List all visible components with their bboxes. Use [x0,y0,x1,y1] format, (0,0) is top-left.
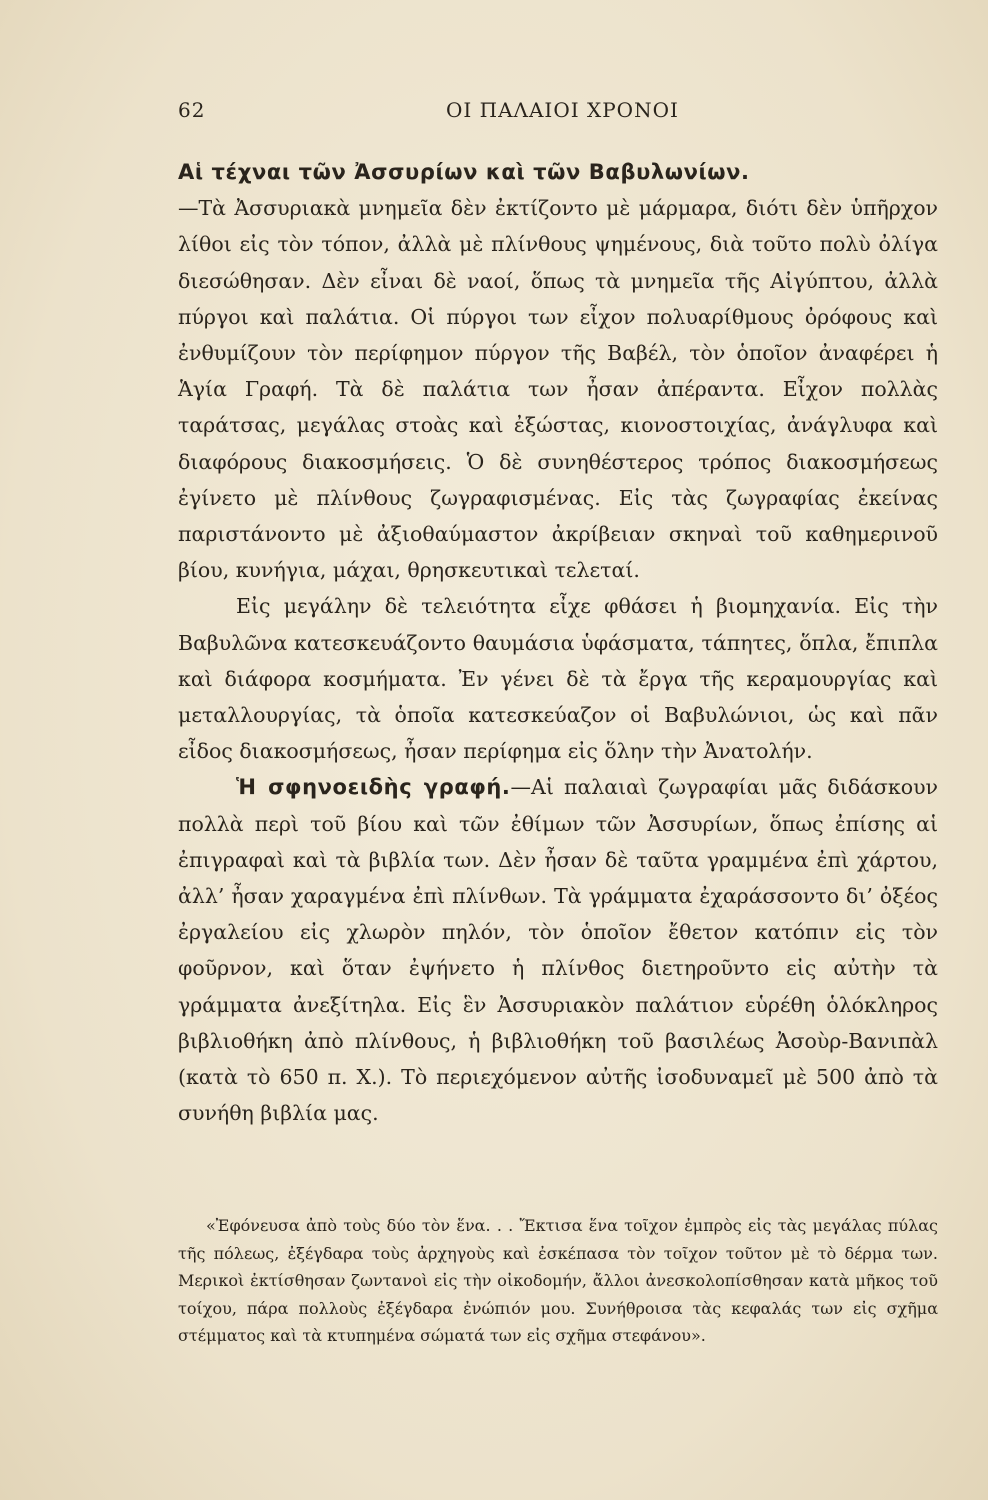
section-title-cuneiform: Ἡ σφηνοειδὴς γραφή. [236,775,511,800]
footnote [178,1212,938,1350]
industry-paragraph: Εἰς μεγάλην δὲ τελειότητα εἶχε φθάσει ἡ βιομηχανία. Εἰς τὴν Βαβυλῶνα κατεσκευάζοντο θαυμάσια ὑφάσματα, τάπητες, ὅπλα, ἔπιπλα καὶ διάφορα κοσμήματα. Ἐν γένει δὲ τὰ ἔργα τῆς κεραμουργίας καὶ μεταλλουργίας, τὰ ὁποῖα κατεσκεύαζον οἱ Βαβυλώνιοι, ὡς καὶ πᾶν εἶδος διακοσμήσεως, ἦσαν περίφημα εἰς ὅλην τὴν Ἀνατολήν. [178,594,938,764]
main-text [178,154,938,1131]
section-cuneiform-paragraph [178,769,938,1131]
cuneiform-paragraph-text: —Αἱ παλαιαὶ ζωγραφίαι μᾶς διδάσκουν πολλὰ περὶ τοῦ βίου καὶ τῶν ἐθίμων τῶν Ἀσσυρίων, ὅπως ἐπίσης αἱ ἐπιγραφαὶ καὶ τὰ βιβλία των. Δὲν ἦσαν δὲ ταῦτα γραμμένα ἐπὶ χάρτου, ἀλλ’ ἦσαν χαραγμένα ἐπὶ πλίνθων. Τὰ γράμματα ἐχαράσσοντο δι’ ὀξέος ἐργαλείου εἰς χλωρὸν πηλόν, τὸν ὁποῖον ἔθετον κατόπιν εἰς τὸν φοῦρνον, καὶ ὅταν ἐψήνετο ἡ πλίνθος διετηροῦντο εἰς αὐτὴν τὰ γράμματα ἀνεξίτηλα. Εἰς ἓν Ἀσσυριακὸν παλάτιον εὑρέθη ὁλόκληρος βιβλιοθήκη ἀπὸ πλίνθους, ἡ βιβλιοθήκη τοῦ βασιλέως Ἀσοὺρ-Βανιπὰλ (κατὰ τὸ 650 π. Χ.). Τὸ περιεχόμενον αὐτῆς ἰσοδυναμεῖ μὲ 500 ἀπὸ τὰ συνήθη βιβλία μας. [178,775,938,1126]
section-title-arts: Αἱ τέχναι τῶν Ἀσσυρίων καὶ τῶν Βαβυλωνίων. [178,160,750,184]
footnote-text: «Ἐφόνευσα ἀπὸ τοὺς δύο τὸν ἕνα. . . Ἔκτισα ἕνα τοῖχον ἐμπρὸς εἰς τὰς μεγάλας πύλας τῆς πόλεως, ἐξέγδαρα τοὺς ἀρχηγοὺς καὶ ἐσκέπασα τὸν τοῖχον τοῦτον μὲ τὸ δέρμα των. Μερικοὶ ἐκτίσθησαν ζωντανοὶ εἰς τὴν οἰκοδομήν, ἄλλοι ἀνεσκολοπίσθησαν κατὰ μῆκος τοῦ τοίχου, πάρα πολλοὺς ἐξέγδαρα ἐνώπιόν μου. Συνήθροισα τὰς κεφαλάς των εἰς σχῆμα στέμματος καὶ τὰ κτυπημένα σώματά των εἰς σχῆμα στεφάνου». [178,1216,938,1346]
section-arts-paragraph [178,154,938,588]
page-header [178,98,938,128]
arts-paragraph-text: —Τὰ Ἀσσυριακὰ μνημεῖα δὲν ἐκτίζοντο μὲ μάρμαρα, διότι δὲν ὑπῆρχον λίθοι εἰς τὸν τόπον, ἀλλὰ μὲ πλίνθους ψημένους, διὰ τοῦτο πολὺ ὀλίγα διεσώθησαν. Δὲν εἶναι δὲ ναοί, ὅπως τὰ μνημεῖα τῆς Αἰγύπτου, ἀλλὰ πύργοι καὶ παλάτια. Οἱ πύργοι των εἶχον πολυαρίθμους ὀρόφους καὶ ἐνθυμίζουν τὸν περίφημον πύργον τῆς Βαβέλ, τὸν ὁποῖον ἀναφέρει ἡ Ἁγία Γραφή. Τὰ δὲ παλάτια των ἦσαν ἀπέραντα. Εἶχον πολλὰς ταράτσας, μεγάλας στοὰς καὶ ἐξώστας, κιονοστοιχίας, ἀνάγλυφα καὶ διαφόρους διακοσμήσεις. Ὁ δὲ συνηθέστερος τρόπος διακοσμήσεως ἐγίνετο μὲ πλίνθους ζωγραφισμένας. Εἰς τὰς ζωγραφίας ἐκείνας παριστάνοντο μὲ ἀξιοθαύμαστον ἀκρίβειαν σκηναὶ τοῦ καθημερινοῦ βίου, κυνήγια, μάχαι, θρησκευτικαὶ τελεταί. [178,196,938,583]
running-title: ΟΙ ΠΑΛΑΙΟΙ ΧΡΟΝΟΙ [446,98,679,122]
page-number: 62 [178,98,206,122]
